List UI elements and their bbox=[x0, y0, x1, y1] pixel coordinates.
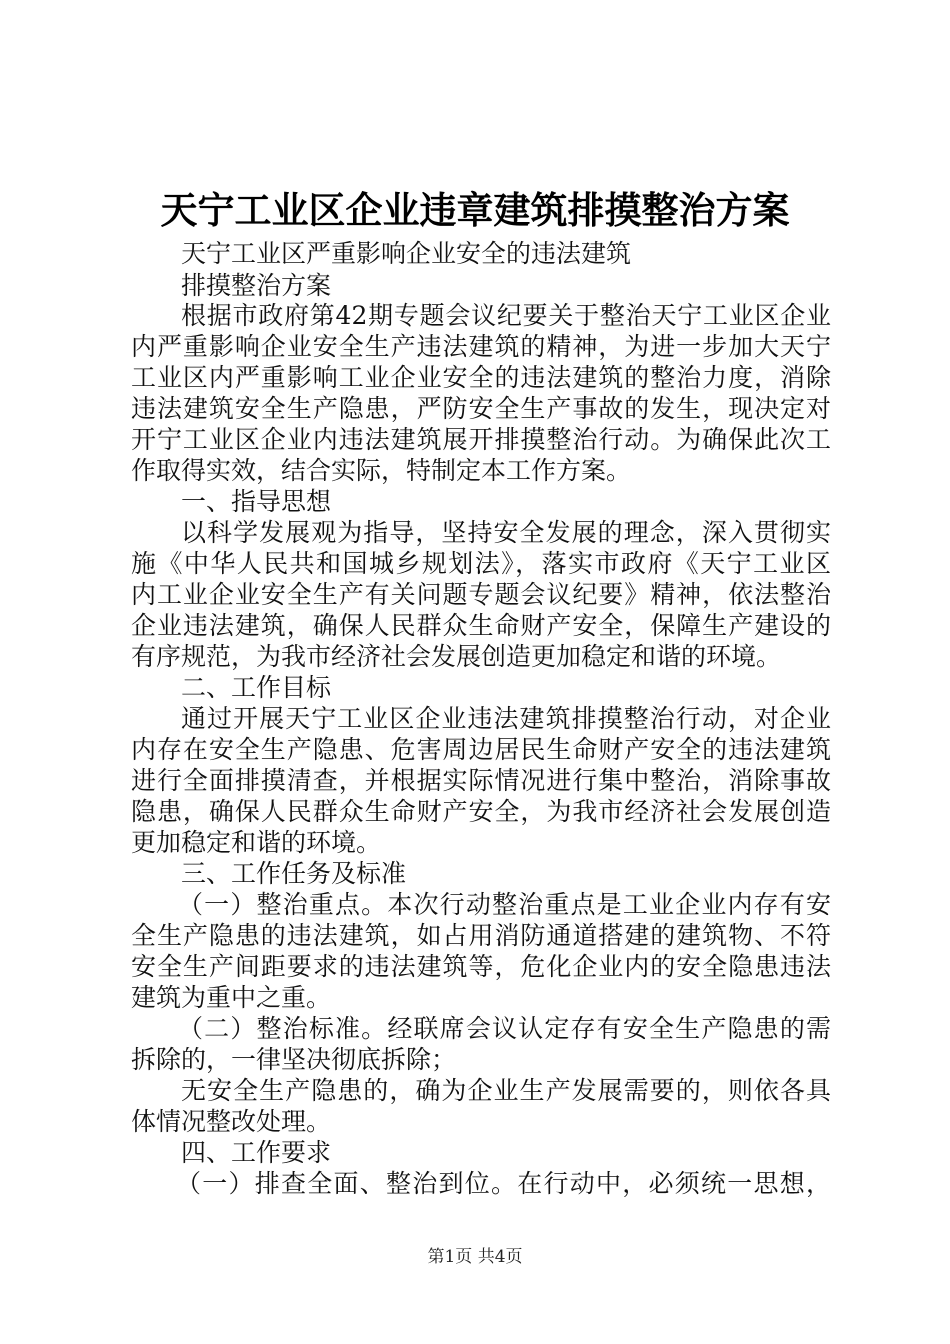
paragraph-line: 开宁工业区企业内违法建筑展开排摸整治行动。为确保此次工 bbox=[131, 425, 831, 454]
section-heading: 四、工作要求 bbox=[181, 1138, 332, 1167]
paragraph-line: 建筑为重中之重。 bbox=[131, 983, 332, 1012]
section-heading: 一、指导思想 bbox=[181, 487, 332, 516]
paragraph-line: 安全生产间距要求的违法建筑等，危化企业内的安全隐患违法 bbox=[131, 952, 831, 981]
paragraph-line: 有序规范，为我市经济社会发展创造更加稳定和谐的环境。 bbox=[131, 642, 782, 671]
paragraph-line: （一）排查全面、整治到位。在行动中，必须统一思想， bbox=[176, 1169, 831, 1198]
paragraph-line: 内工业企业安全生产有关问题专题会议纪要》精神，依法整治 bbox=[131, 580, 831, 609]
paragraph-line: 通过开展天宁工业区企业违法建筑排摸整治行动，对企业 bbox=[181, 704, 831, 733]
paragraph-line: 根据市政府第42期专题会议纪要关于整治天宁工业区企业 bbox=[181, 301, 831, 330]
paragraph-line: 企业违法建筑，确保人民群众生命财产安全，保障生产建设的 bbox=[131, 611, 831, 640]
page-footer: 第1页 共4页 bbox=[427, 1247, 523, 1267]
paragraph-line: 进行全面排摸清查，并根据实际情况进行集中整治，消除事故 bbox=[131, 766, 831, 795]
paragraph-line: 拆除的，一律坚决彻底拆除； bbox=[131, 1045, 457, 1074]
paragraph-line: 体情况整改处理。 bbox=[131, 1107, 332, 1136]
paragraph-line: 违法建筑安全生产隐患，严防安全生产事故的发生，现决定对 bbox=[131, 394, 831, 423]
paragraph-line: 隐患，确保人民群众生命财产安全，为我市经济社会发展创造 bbox=[131, 797, 831, 826]
section-heading: 三、工作任务及标准 bbox=[181, 859, 407, 888]
paragraph-line: 内存在安全生产隐患、危害周边居民生命财产安全的违法建筑 bbox=[131, 735, 831, 764]
subtitle-line-1: 天宁工业区严重影响企业安全的违法建筑 bbox=[181, 239, 632, 268]
section-heading: 二、工作目标 bbox=[181, 673, 332, 702]
subtitle-line-2: 排摸整治方案 bbox=[181, 271, 332, 300]
paragraph-line: 更加稳定和谐的环境。 bbox=[131, 828, 382, 857]
paragraph-line: 施《中华人民共和国城乡规划法》，落实市政府《天宁工业区 bbox=[131, 549, 831, 578]
paragraph-line: 作取得实效，结合实际，特制定本工作方案。 bbox=[131, 456, 632, 485]
paragraph-line: 以科学发展观为指导，坚持安全发展的理念，深入贯彻实 bbox=[181, 518, 831, 547]
paragraph-line: 内严重影响企业安全生产违法建筑的精神，为进一步加大天宁 bbox=[131, 332, 831, 361]
paragraph-line: 无安全生产隐患的，确为企业生产发展需要的，则依各具 bbox=[181, 1076, 831, 1105]
document-title: 天宁工业区企业违章建筑排摸整治方案 bbox=[160, 188, 790, 232]
paragraph-line: （一）整治重点。本次行动整治重点是工业企业内存有安 bbox=[178, 890, 831, 919]
paragraph-line: （二）整治标准。经联席会议认定存有安全生产隐患的需 bbox=[178, 1014, 831, 1043]
paragraph-line: 工业区内严重影响工业企业安全的违法建筑的整治力度，消除 bbox=[131, 363, 831, 392]
paragraph-line: 全生产隐患的违法建筑，如占用消防通道搭建的建筑物、不符 bbox=[131, 921, 831, 950]
